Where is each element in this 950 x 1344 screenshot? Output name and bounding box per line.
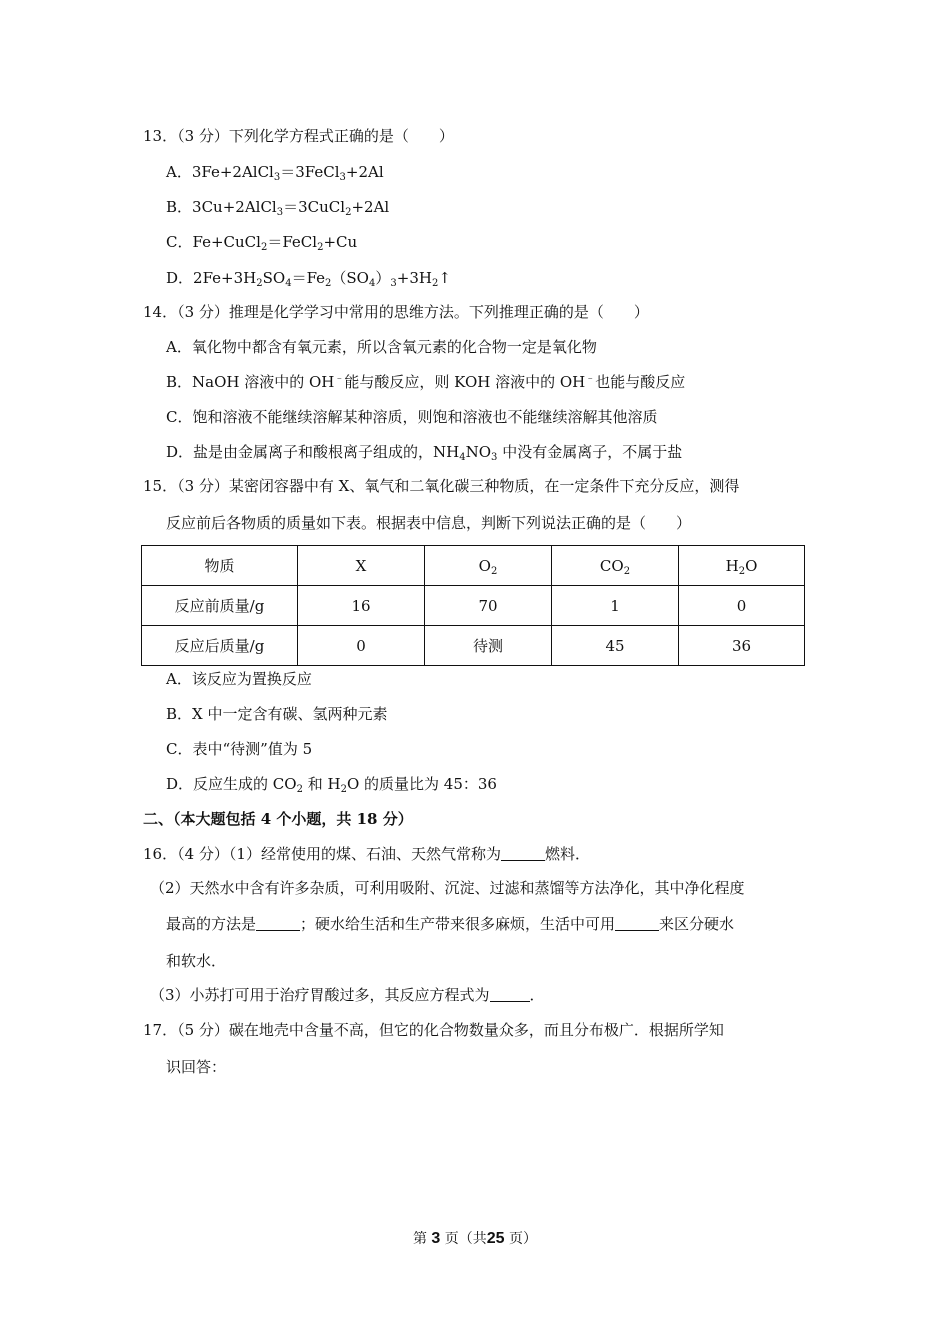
section-heading: 二、（本大题包括 4 个小题，共 18 分） <box>143 810 413 828</box>
answer-blank[interactable] <box>615 916 659 931</box>
table-cell: 反应后质量/g <box>142 626 298 666</box>
q15-option-c: C．表中“待测”值为 5 <box>166 740 313 758</box>
page-number: 3 <box>431 1230 441 1247</box>
mass-table <box>141 545 805 666</box>
q14-option-c: C．饱和溶液不能继续溶解某种溶质，则饱和溶液也不能继续溶解其他溶质 <box>166 408 658 426</box>
table-row <box>142 626 805 666</box>
table-cell: 0 <box>679 586 805 626</box>
table-header-cell: X <box>298 546 425 586</box>
table-cell: 70 <box>425 586 552 626</box>
q16-part2-line1: （2）天然水中含有许多杂质，可利用吸附、沉淀、过滤和蒸馏等方法净化，其中净化程度 <box>150 879 745 897</box>
q16-part2-text-a: 最高的方法是 <box>166 915 257 933</box>
q17-stem-line2: 识回答： <box>166 1058 227 1076</box>
table-header-row <box>142 546 805 586</box>
footer-prefix: 第 <box>412 1231 427 1247</box>
answer-blank[interactable] <box>490 987 530 1002</box>
q16-part2-line2 <box>166 914 734 934</box>
table-cell: 45 <box>552 626 679 666</box>
q16-part2-line3: 和软水． <box>166 952 227 970</box>
q16-part3-text: （3）小苏打可用于治疗胃酸过多，其反应方程式为 <box>150 986 490 1004</box>
table-header-cell: $O_2$ <box>425 546 552 586</box>
q16-part3-end: ． <box>529 986 545 1004</box>
table-cell: 反应前质量/g <box>142 586 298 626</box>
q15-stem-line2: 反应前后各物质的质量如下表。根据表中信息，判断下列说法正确的是（ ） <box>166 514 692 532</box>
q13-option-a: A．3Fe+2AlCl$_3$＝3FeCl$_3$+2Al <box>166 163 384 183</box>
page-total: 25 <box>486 1230 505 1247</box>
table-row <box>142 586 805 626</box>
answer-blank[interactable] <box>501 846 545 861</box>
q14-option-d: D．盐是由金属离子和酸根离子组成的，$NH_4NO_3$ 中没有金属离子，不属于盐 <box>166 443 683 463</box>
table-header-cell: 物质 <box>142 546 298 586</box>
table-cell: 16 <box>298 586 425 626</box>
table-cell: 待测 <box>425 626 552 666</box>
q16-part2-text-c: 来区分硬水 <box>659 915 735 933</box>
q14-option-a: A．氧化物中都含有氧元素，所以含氧元素的化合物一定是氧化物 <box>166 338 597 356</box>
page-footer <box>0 1228 950 1248</box>
q16-part1-text: 16．（4 分）（1）经常使用的煤、石油、天然气常称为 <box>143 845 501 863</box>
q16-part2-text-b: ；硬水给生活和生产带来很多麻烦，生活中可用 <box>300 915 616 933</box>
q13-option-d: D．$2Fe+3H_2SO_4=Fe_2(SO_4)_3+3H_2↑$ <box>166 269 451 289</box>
q13-option-b: B．3Cu+2AlCl$_3$＝3CuCl$_2$+2Al <box>166 198 390 218</box>
footer-suffix: 页） <box>509 1231 538 1247</box>
q15-option-a: A．该反应为置换反应 <box>166 670 312 688</box>
q16-part1-end: 燃料． <box>544 845 590 863</box>
table-cell: 36 <box>679 626 805 666</box>
table-header-cell: $H_2O$ <box>679 546 805 586</box>
table-cell: 0 <box>298 626 425 666</box>
q13-stem: 13．（3 分）下列化学方程式正确的是（ ） <box>143 127 454 145</box>
table-header-cell: $CO_2$ <box>552 546 679 586</box>
q16-part3 <box>150 985 545 1005</box>
answer-blank[interactable] <box>256 916 300 931</box>
q14-stem: 14．（3 分）推理是化学学习中常用的思维方法。下列推理正确的是（ ） <box>143 303 649 321</box>
footer-mid: 页（共 <box>444 1231 487 1247</box>
q14-option-b: B．NaOH 溶液中的 OH﹣能与酸反应，则 KOH 溶液中的 OH﹣也能与酸反应 <box>166 373 686 391</box>
q15-stem-line1: 15．（3 分）某密闭容器中有 X、氧气和二氧化碳三种物质，在一定条件下充分反应，测得 <box>143 477 740 495</box>
q15-option-b: B．X 中一定含有碳、氢两种元素 <box>166 705 388 723</box>
q16-part1 <box>143 844 590 864</box>
q17-stem-line1: 17．（5 分）碳在地壳中含量不高，但它的化合物数量众多，而且分布极广．根据所学知 <box>143 1021 724 1039</box>
table-cell: 1 <box>552 586 679 626</box>
q15-option-d: D．反应生成的 $CO_2$ 和 $H_2O$ 的质量比为 45：36 <box>166 775 497 795</box>
q13-option-c: C．Fe+CuCl$_2$＝FeCl$_2$+Cu <box>166 233 358 253</box>
